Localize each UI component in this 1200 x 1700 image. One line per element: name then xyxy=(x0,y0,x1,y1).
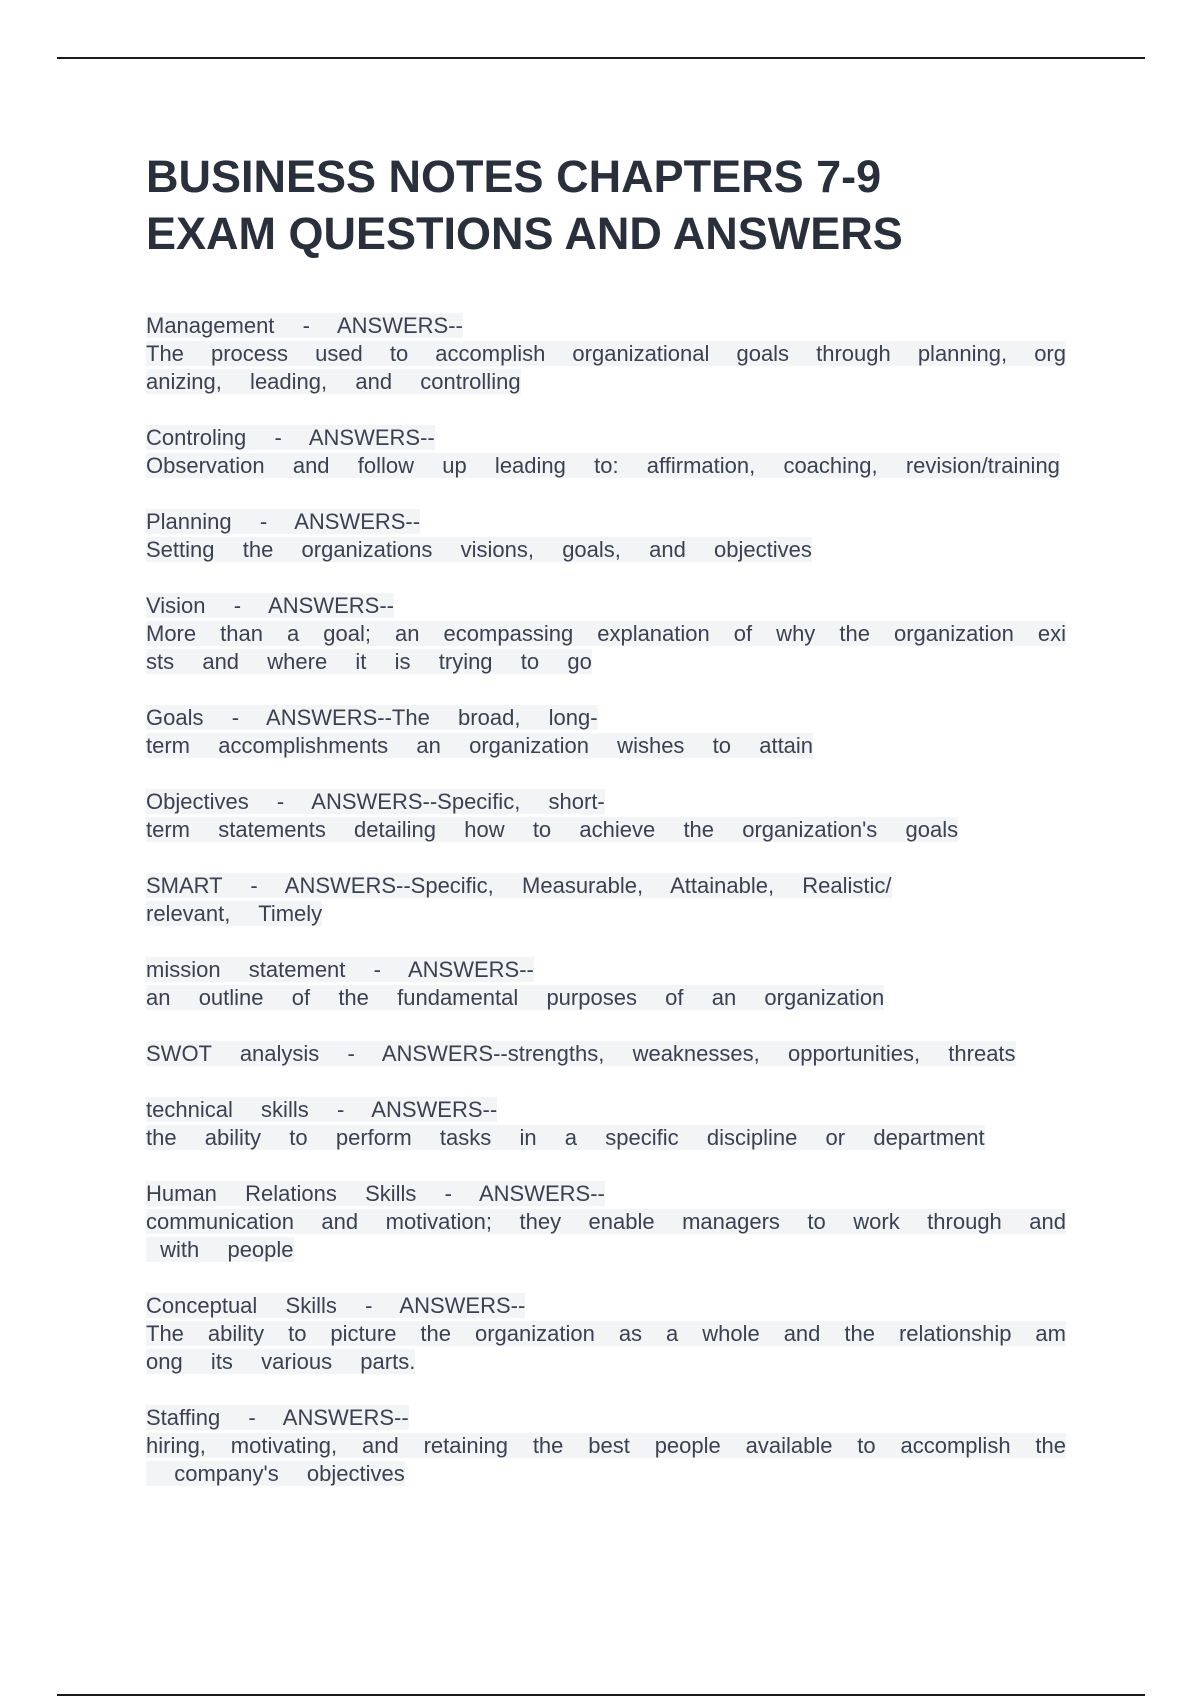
title-line-1: BUSINESS NOTES CHAPTERS 7-9 xyxy=(146,151,882,202)
qa-line-text: the ability to perform tasks in a specific discipline or department xyxy=(146,1125,985,1150)
qa-entry xyxy=(146,1180,1066,1264)
qa-answer-line xyxy=(146,1320,1066,1348)
qa-answer-line xyxy=(146,1208,1066,1236)
qa-entry xyxy=(146,872,1066,928)
title-line-2: EXAM QUESTIONS AND ANSWERS xyxy=(146,208,903,259)
qa-entry xyxy=(146,592,1066,676)
qa-line-text: Observation and follow up leading to: affirmation, coaching, revision/training xyxy=(146,453,1060,478)
qa-line-text: Conceptual Skills - ANSWERS-- xyxy=(146,1293,526,1318)
qa-line-text: an outline of the fundamental purposes of an organization xyxy=(146,985,885,1010)
qa-line-text: Goals - ANSWERS--The broad, long- xyxy=(146,705,598,730)
qa-line-text: hiring, motivating, and retaining the best people available to accomplish the xyxy=(146,1433,1066,1458)
qa-answer-line xyxy=(146,536,1066,564)
qa-entry xyxy=(146,312,1066,396)
qa-line-text: communication and motivation; they enable managers to work through and xyxy=(146,1209,1066,1234)
qa-line-text: with people xyxy=(146,1237,294,1262)
qa-term-line xyxy=(146,1404,1066,1432)
qa-entry xyxy=(146,1096,1066,1152)
qa-line-text: relevant, Timely xyxy=(146,901,323,926)
bottom-rule xyxy=(57,1694,1145,1696)
qa-entry xyxy=(146,704,1066,760)
qa-line-text: Objectives - ANSWERS--Specific, short- xyxy=(146,789,605,814)
qa-entry xyxy=(146,956,1066,1012)
qa-line-text: Staffing - ANSWERS-- xyxy=(146,1405,409,1430)
qa-line-text: company's objectives xyxy=(146,1461,405,1486)
qa-line-text: Vision - ANSWERS-- xyxy=(146,593,394,618)
qa-answer-line xyxy=(146,1460,1066,1488)
qa-term-line xyxy=(146,956,1066,984)
qa-line-text: SMART - ANSWERS--Specific, Measurable, Attainable, Realistic/ xyxy=(146,873,892,898)
qa-line-text: Human Relations Skills - ANSWERS-- xyxy=(146,1181,605,1206)
qa-entry xyxy=(146,424,1066,480)
qa-term-line xyxy=(146,788,1066,816)
qa-entry xyxy=(146,1040,1066,1068)
qa-answer-line xyxy=(146,620,1066,648)
qa-answer-line xyxy=(146,340,1066,368)
qa-term-line xyxy=(146,508,1066,536)
document-title xyxy=(146,148,1106,262)
qa-answer-line xyxy=(146,1348,1066,1376)
qa-term-line xyxy=(146,1096,1066,1124)
qa-line-text: term accomplishments an organization wishes to attain xyxy=(146,733,814,758)
qa-term-line xyxy=(146,704,1066,732)
qa-line-text: Setting the organizations visions, goals, and objectives xyxy=(146,537,812,562)
qa-term-line xyxy=(146,1180,1066,1208)
qa-line-text: technical skills - ANSWERS-- xyxy=(146,1097,498,1122)
qa-answer-line xyxy=(146,732,1066,760)
qa-line-text: mission statement - ANSWERS-- xyxy=(146,957,534,982)
qa-answer-line xyxy=(146,984,1066,1012)
qa-line-text: term statements detailing how to achieve the organization's goals xyxy=(146,817,959,842)
qa-answer-line xyxy=(146,816,1066,844)
qa-answer-line xyxy=(146,1236,1066,1264)
top-rule xyxy=(57,57,1145,59)
qa-line-text: anizing, leading, and controlling xyxy=(146,369,521,394)
qa-answer-line xyxy=(146,648,1066,676)
qa-entries xyxy=(146,312,1066,1516)
qa-entry xyxy=(146,788,1066,844)
qa-term-line xyxy=(146,872,1066,900)
qa-term-line xyxy=(146,592,1066,620)
qa-answer-line xyxy=(146,452,1066,480)
qa-answer-line xyxy=(146,900,1066,928)
qa-term-line xyxy=(146,312,1066,340)
qa-line-text: SWOT analysis - ANSWERS--strengths, weaknesses, opportunities, threats xyxy=(146,1041,1016,1066)
qa-line-text: ong its various parts. xyxy=(146,1349,416,1374)
qa-line-text: Planning - ANSWERS-- xyxy=(146,509,421,534)
qa-term-line xyxy=(146,424,1066,452)
qa-line-text: More than a goal; an ecompassing explanation of why the organization exi xyxy=(146,621,1066,646)
qa-answer-line xyxy=(146,1432,1066,1460)
qa-entry xyxy=(146,1404,1066,1488)
qa-entry xyxy=(146,508,1066,564)
qa-line-text: The process used to accomplish organizational goals through planning, org xyxy=(146,341,1066,366)
qa-term-line xyxy=(146,1292,1066,1320)
qa-line-text: Controling - ANSWERS-- xyxy=(146,425,435,450)
qa-answer-line xyxy=(146,368,1066,396)
qa-entry xyxy=(146,1292,1066,1376)
qa-line-text: sts and where it is trying to go xyxy=(146,649,592,674)
qa-answer-line xyxy=(146,1124,1066,1152)
qa-line-text: The ability to picture the organization as a whole and the relationship am xyxy=(146,1321,1066,1346)
qa-line-text: Management - ANSWERS-- xyxy=(146,313,463,338)
qa-term-line xyxy=(146,1040,1066,1068)
